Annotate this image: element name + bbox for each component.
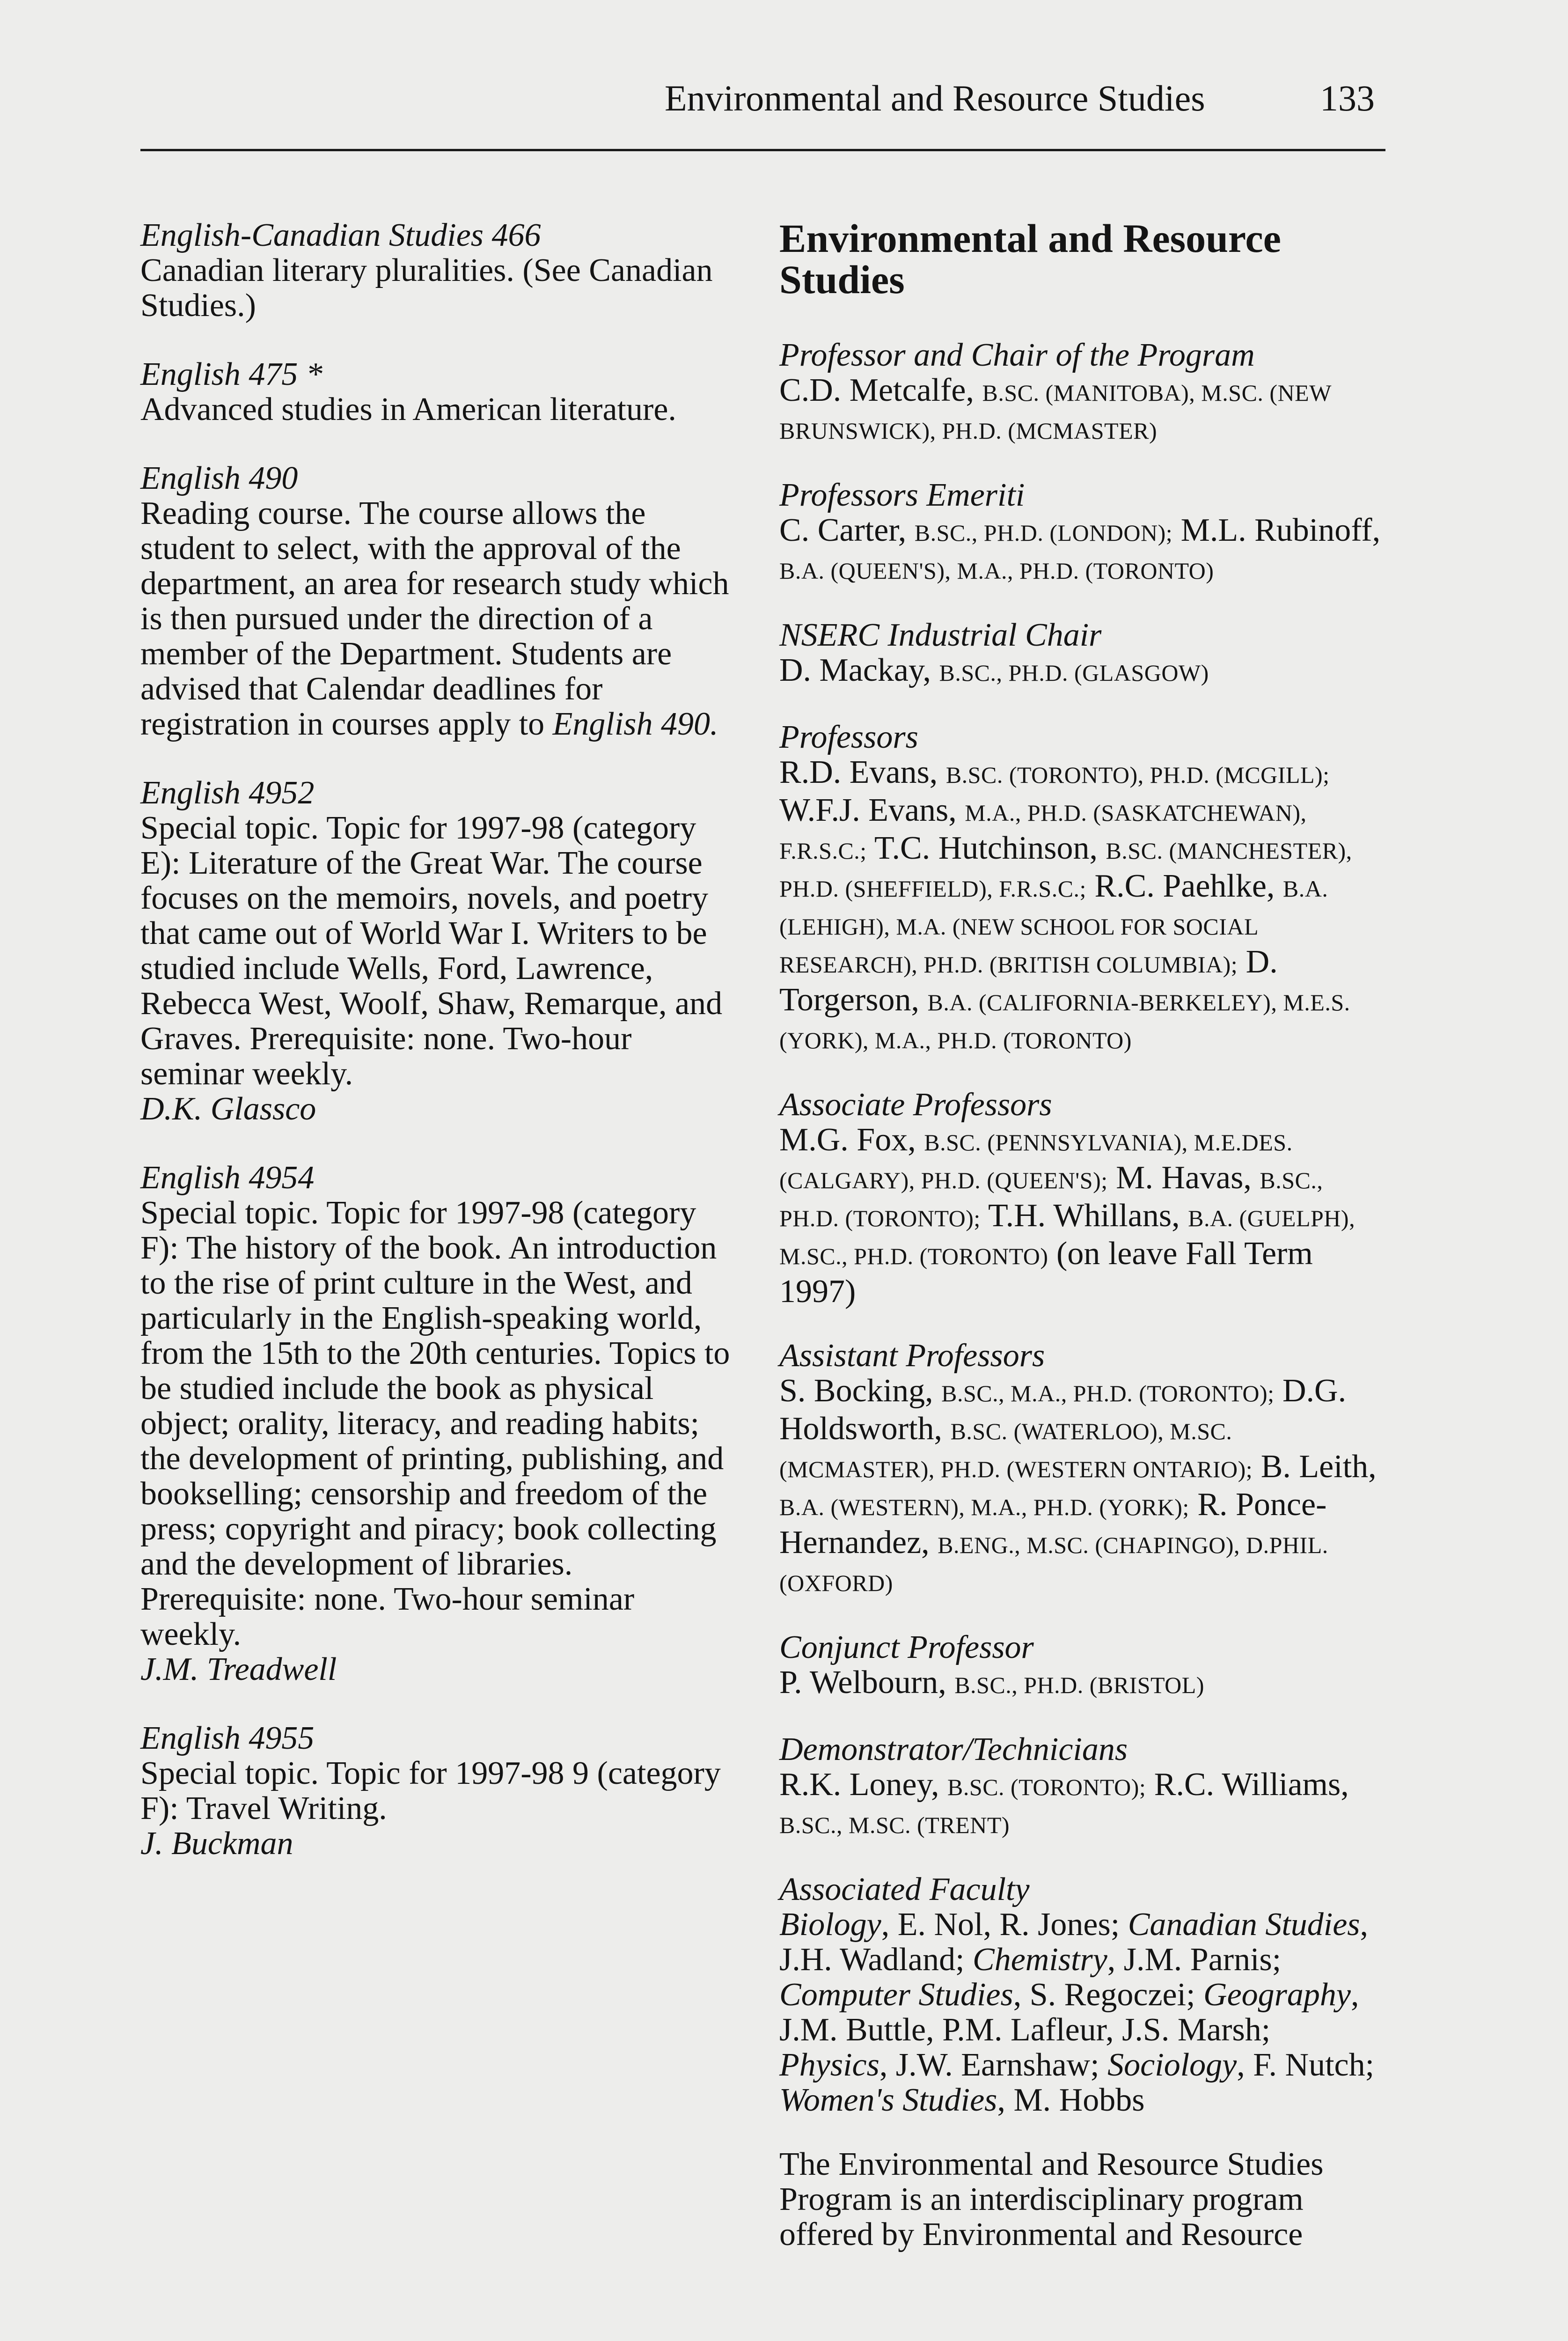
- degree-credentials: B.SC., PH.D. (TORONTO);: [779, 1167, 1323, 1231]
- faculty-group: [779, 618, 1385, 691]
- faculty-names: [779, 653, 1385, 691]
- faculty-name: R. Ponce-Hernandez,: [779, 1487, 1327, 1561]
- faculty-group: [779, 1338, 1385, 1601]
- faculty-name: P. Welbourn,: [779, 1664, 955, 1701]
- program-intro: The Environmental and Resource Studies Program is an interdisciplinary program offered by Environmental and Resource: [779, 2146, 1324, 2253]
- department-name: Biology: [779, 1907, 881, 1943]
- running-header-title: Environmental and Resource Studies: [665, 78, 1205, 118]
- department-name: Chemistry: [973, 1942, 1107, 1978]
- faculty-name: M.L. Rubinoff,: [1172, 512, 1381, 548]
- faculty-name: R.K. Loney,: [779, 1767, 948, 1803]
- right-column: [779, 218, 1385, 2252]
- faculty-group: [779, 478, 1385, 589]
- faculty-names: [779, 1373, 1385, 1601]
- faculty-name: R.C. Williams,: [1146, 1767, 1349, 1803]
- faculty-group: [779, 1872, 1385, 2118]
- degree-credentials: B.SC., M.A., PH.D. (TORONTO);: [941, 1380, 1275, 1406]
- course-description: Special topic. Topic for 1997-98 9 (category F): Travel Writing.: [140, 1755, 721, 1826]
- faculty-names: [779, 755, 1385, 1058]
- left-column: [140, 218, 735, 1895]
- course-entry: [140, 1160, 735, 1687]
- degree-credentials: B.SC., M.SC. (TRENT): [779, 1812, 1010, 1838]
- course-description: Advanced studies in American literature.: [140, 391, 676, 427]
- department-name: Women's Studies: [779, 2082, 997, 2118]
- department-name: Canadian Studies: [1128, 1907, 1360, 1943]
- course-description-italic: English 490.: [552, 706, 718, 742]
- faculty-group: [779, 1732, 1385, 1843]
- faculty-name: D. Torgerson,: [779, 944, 1278, 1018]
- department-name: Computer Studies: [779, 1977, 1013, 2013]
- course-entry: [140, 775, 735, 1126]
- department-name: Geography: [1203, 1977, 1351, 2013]
- faculty-name: B. Leith,: [1253, 1449, 1377, 1485]
- course-description: Special topic. Topic for 1997-98 (category E): Literature of the Great War. The course focuses on the memoirs, novels, and poetry that came out of World War I. Writers to be studied include Wells, Ford, Lawrence, Rebecca West, Woolf, Shaw, Remarque, and Graves. Prerequisite: none. Two-hour seminar weekly.: [140, 810, 723, 1092]
- faculty-name: R.C. Paehlke,: [1086, 868, 1283, 904]
- faculty-group-heading: Demonstrator/Technicians: [779, 1731, 1128, 1767]
- course-entry: [140, 218, 735, 323]
- faculty-name: , E. Nol, R. Jones;: [881, 1907, 1128, 1943]
- department-name: Sociology: [1107, 2047, 1237, 2083]
- faculty-name: , J.H. Wadland;: [779, 1907, 1369, 1978]
- faculty-group: [779, 1087, 1385, 1309]
- course-entry: [140, 461, 735, 742]
- section-title: Environmental and Resource Studies: [779, 216, 1281, 302]
- faculty-group: [779, 338, 1385, 449]
- faculty-name: C. Carter,: [779, 512, 915, 548]
- degree-credentials: B.A. (GUELPH), M.SC., PH.D. (TORONTO): [779, 1205, 1356, 1269]
- degree-credentials: B.SC. (TORONTO), PH.D. (MCGILL);: [945, 762, 1330, 788]
- degree-credentials: B.SC., PH.D. (GLASGOW): [939, 660, 1209, 686]
- faculty-name: D. Mackay,: [779, 652, 939, 688]
- course-code: English 475 *: [140, 356, 322, 392]
- faculty-name: R.D. Evans,: [779, 754, 946, 790]
- course-description: Special topic. Topic for 1997-98 (category F): The history of the book. An introduction to the rise of print culture in the West, and particularly in the English-speaking world, from the 15th to the 20th centuries. Topics to be studied include the book as physical object; orality, literacy, and reading habits; the development of printing, publishing, and bookselling; censorship and freedom of the press; copyright and piracy; book collecting and the development of libraries. Prerequisite: none. Two-hour seminar weekly.: [140, 1195, 730, 1652]
- degree-credentials: B.A. (QUEEN'S), M.A., PH.D. (TORONTO): [779, 558, 1214, 584]
- degree-credentials: B.SC. (TORONTO);: [947, 1774, 1146, 1800]
- faculty-group-heading: Conjunct Professor: [779, 1629, 1034, 1665]
- faculty-name: , M. Hobbs: [997, 2082, 1145, 2118]
- degree-credentials: B.A. (WESTERN), M.A., PH.D. (YORK);: [779, 1494, 1189, 1520]
- faculty-names: [779, 1767, 1385, 1843]
- degree-credentials: B.SC., PH.D. (LONDON);: [914, 520, 1173, 546]
- degree-credentials: M.A., PH.D. (SASKATCHEWAN), F.R.S.C.;: [779, 800, 1307, 864]
- course-description-text: Reading course. The course allows the student to select, with the approval of the department, an area for research study which is then pursued under the direction of a member of the Department. Students are advised that Calendar deadlines for registration in courses apply to: [140, 495, 729, 742]
- course-entry: [140, 357, 735, 427]
- faculty-names: [779, 1907, 1385, 2118]
- degree-credentials: B.ENG., M.SC. (CHAPINGO), D.PHIL. (OXFORD): [779, 1532, 1328, 1596]
- degree-credentials: B.SC., PH.D. (BRISTOL): [954, 1672, 1204, 1698]
- faculty-name: M.G. Fox,: [779, 1122, 924, 1158]
- faculty-names: [779, 1665, 1385, 1703]
- course-code: English 4954: [140, 1160, 315, 1196]
- course-instructor: D.K. Glassco: [140, 1091, 316, 1127]
- faculty-group-heading: Professors: [779, 719, 918, 755]
- faculty-name: , F. Nutch;: [1237, 2047, 1375, 2083]
- degree-credentials: B.SC. (MANCHESTER), PH.D. (SHEFFIELD), F.R.S.C.;: [779, 838, 1352, 902]
- course-instructor: J.M. Treadwell: [140, 1651, 337, 1687]
- faculty-group-heading: Assistant Professors: [779, 1338, 1045, 1374]
- faculty-name: D.G. Holdsworth,: [779, 1373, 1347, 1447]
- faculty-name: C.D. Metcalfe,: [779, 372, 982, 408]
- faculty-names: [779, 1122, 1385, 1309]
- course-code: English 490: [140, 460, 298, 496]
- faculty-group: [779, 720, 1385, 1058]
- degree-credentials: B.A. (CALIFORNIA-BERKELEY), M.E.S. (YORK), M.A., PH.D. (TORONTO): [779, 989, 1350, 1053]
- degree-credentials: B.A. (LEHIGH), M.A. (NEW SCHOOL FOR SOCIAL RESEARCH), PH.D. (BRITISH COLUMBIA);: [779, 876, 1328, 978]
- faculty-group-heading: NSERC Industrial Chair: [779, 617, 1102, 653]
- faculty-name: (on leave Fall Term 1997): [779, 1236, 1313, 1310]
- page-number: 133: [1320, 78, 1375, 118]
- faculty-group-heading: Professors Emeriti: [779, 477, 1025, 513]
- faculty-names: [779, 513, 1385, 589]
- faculty-names: [779, 373, 1385, 449]
- degree-credentials: B.SC. (WATERLOO), M.SC. (MCMASTER), PH.D. (WESTERN ONTARIO);: [779, 1418, 1253, 1482]
- degree-credentials: B.SC. (PENNSYLVANIA), M.E.DES. (CALGARY), PH.D. (QUEEN'S);: [779, 1129, 1293, 1193]
- faculty-name: W.F.J. Evans,: [779, 792, 965, 828]
- faculty-group-heading: Professor and Chair of the Program: [779, 337, 1255, 373]
- faculty-name: S. Bocking,: [779, 1373, 942, 1409]
- faculty-name: , J.W. Earnshaw;: [879, 2047, 1108, 2083]
- course-entry: [140, 1721, 735, 1861]
- faculty-group-heading: Associated Faculty: [779, 1871, 1030, 1907]
- faculty-name: , S. Regoczei;: [1013, 1977, 1204, 2013]
- header-divider: [140, 149, 1385, 151]
- faculty-name: T.C. Hutchinson,: [866, 830, 1106, 866]
- course-instructor: J. Buckman: [140, 1826, 293, 1862]
- course-description: Canadian literary pluralities. (See Canadian Studies.): [140, 252, 713, 324]
- faculty-group: [779, 1630, 1385, 1703]
- course-code: English 4955: [140, 1720, 315, 1756]
- course-description: [140, 496, 735, 742]
- faculty-group-heading: Associate Professors: [779, 1087, 1052, 1123]
- faculty-name: , J.M. Parnis;: [1107, 1942, 1282, 1978]
- faculty-listing: [779, 338, 1385, 2118]
- department-name: Physics: [779, 2047, 879, 2083]
- faculty-name: , J.M. Buttle, P.M. Lafleur, J.S. Marsh;: [779, 1977, 1359, 2048]
- degree-credentials: B.SC. (MANITOBA), M.SC. (NEW BRUNSWICK), PH.D. (MCMASTER): [779, 380, 1332, 444]
- faculty-name: T.H. Whillans,: [980, 1198, 1188, 1234]
- course-code: English-Canadian Studies 466: [140, 217, 541, 253]
- course-code: English 4952: [140, 775, 315, 811]
- faculty-name: M. Havas,: [1107, 1160, 1260, 1196]
